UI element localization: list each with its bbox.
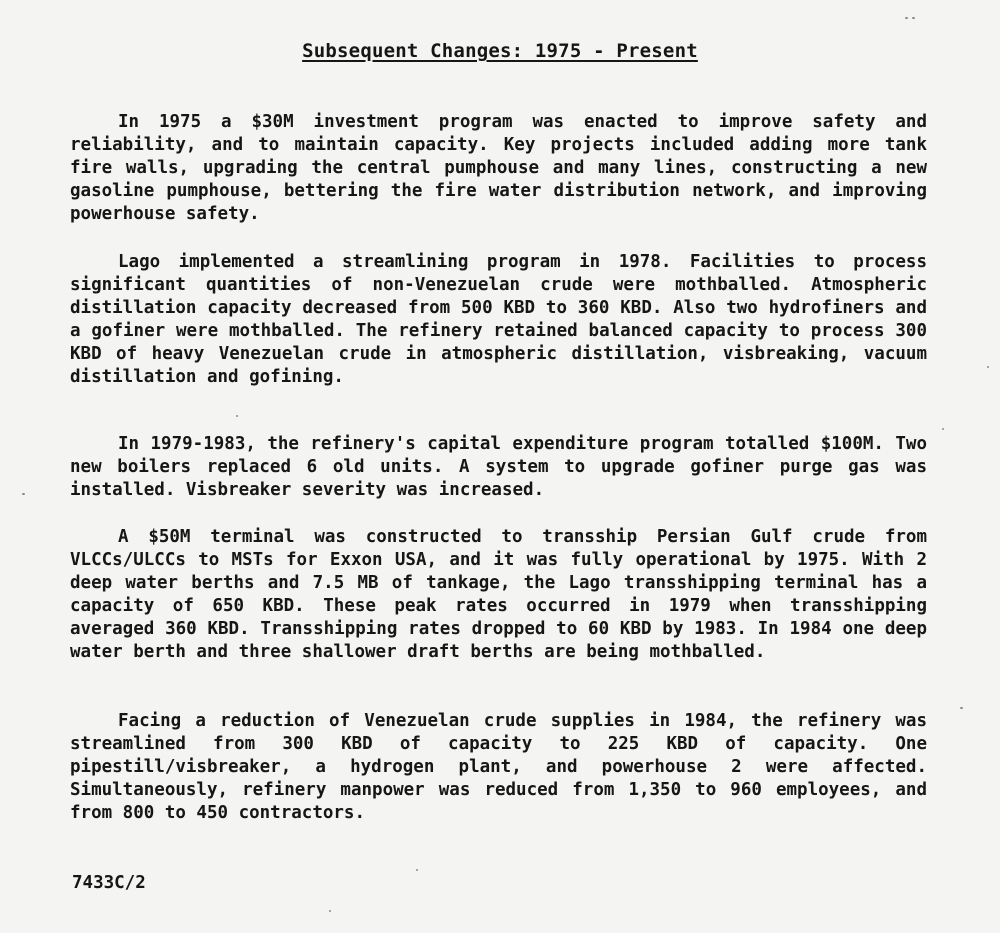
scan-speck [960,707,963,709]
paragraph-reduction-1984: Facing a reduction of Venezuelan crude supplies in 1984, the refinery was streamlined from 300 KBD of capacity to 225 KBD of capacity. One pipestill/visbreaker, a hydrogen plant, and powerhouse 2 were affected. Simultaneously, refinery manpower was reduced from 1,350 to 960 employees, and from 800 to 450 contractors. [70,711,927,823]
paragraph-streamlining-1978: Lago implemented a streamlining program in 1978. Facilities to process significant quantities of non-Venezuelan crude were mothballed. Atmospheric distillation capacity decreased from 500 KBD to 360 KBD. Also two hydrofiners and a gofiner were mothballed. The refinery retained balanced capacity to process 300 KBD of heavy Venezuelan crude in atmospheric distillation, visbreaking, vacuum distillation and gofining. [70,252,927,387]
scan-speck [987,366,989,368]
paragraph-capex-1979-1983: In 1979-1983, the refinery's capital expenditure program totalled $100M. Two new boilers replaced 6 old units. A system to upgrade gofiner purge gas was installed. Visbreaker severity was increased. [70,434,927,500]
scan-speck [416,869,418,871]
scan-speck [942,428,944,430]
scan-speck [329,910,331,912]
page-title: Subsequent Changes: 1975 - Present [302,40,698,62]
scan-speck [912,17,915,19]
scan-speck [22,493,25,495]
scan-speck [236,415,238,417]
document-code: 7433C/2 [72,873,146,893]
paragraph-terminal: A $50M terminal was constructed to transship Persian Gulf crude from VLCCs/ULCCs to MSTs for Exxon USA, and it was fully operational by 1975. With 2 deep water berths and 7.5 MB of tankage, the Lago transshipping terminal has a capacity of 650 KBD. These peak rates occurred in 1979 when transshipping averaged 360 KBD. Transshipping rates dropped to 60 KBD by 1983. In 1984 one deep water berth and three shallower draft berths are being mothballed. [70,527,927,662]
paragraph-investment-1975: In 1975 a $30M investment program was enacted to improve safety and reliability, and to maintain capacity. Key projects included adding more tank fire walls, upgrading the central pumphouse and many lines, constructing a new gasoline pumphouse, bettering the fire water distribution network, and improving powerhouse safety. [70,112,927,224]
scan-speck [905,17,908,19]
